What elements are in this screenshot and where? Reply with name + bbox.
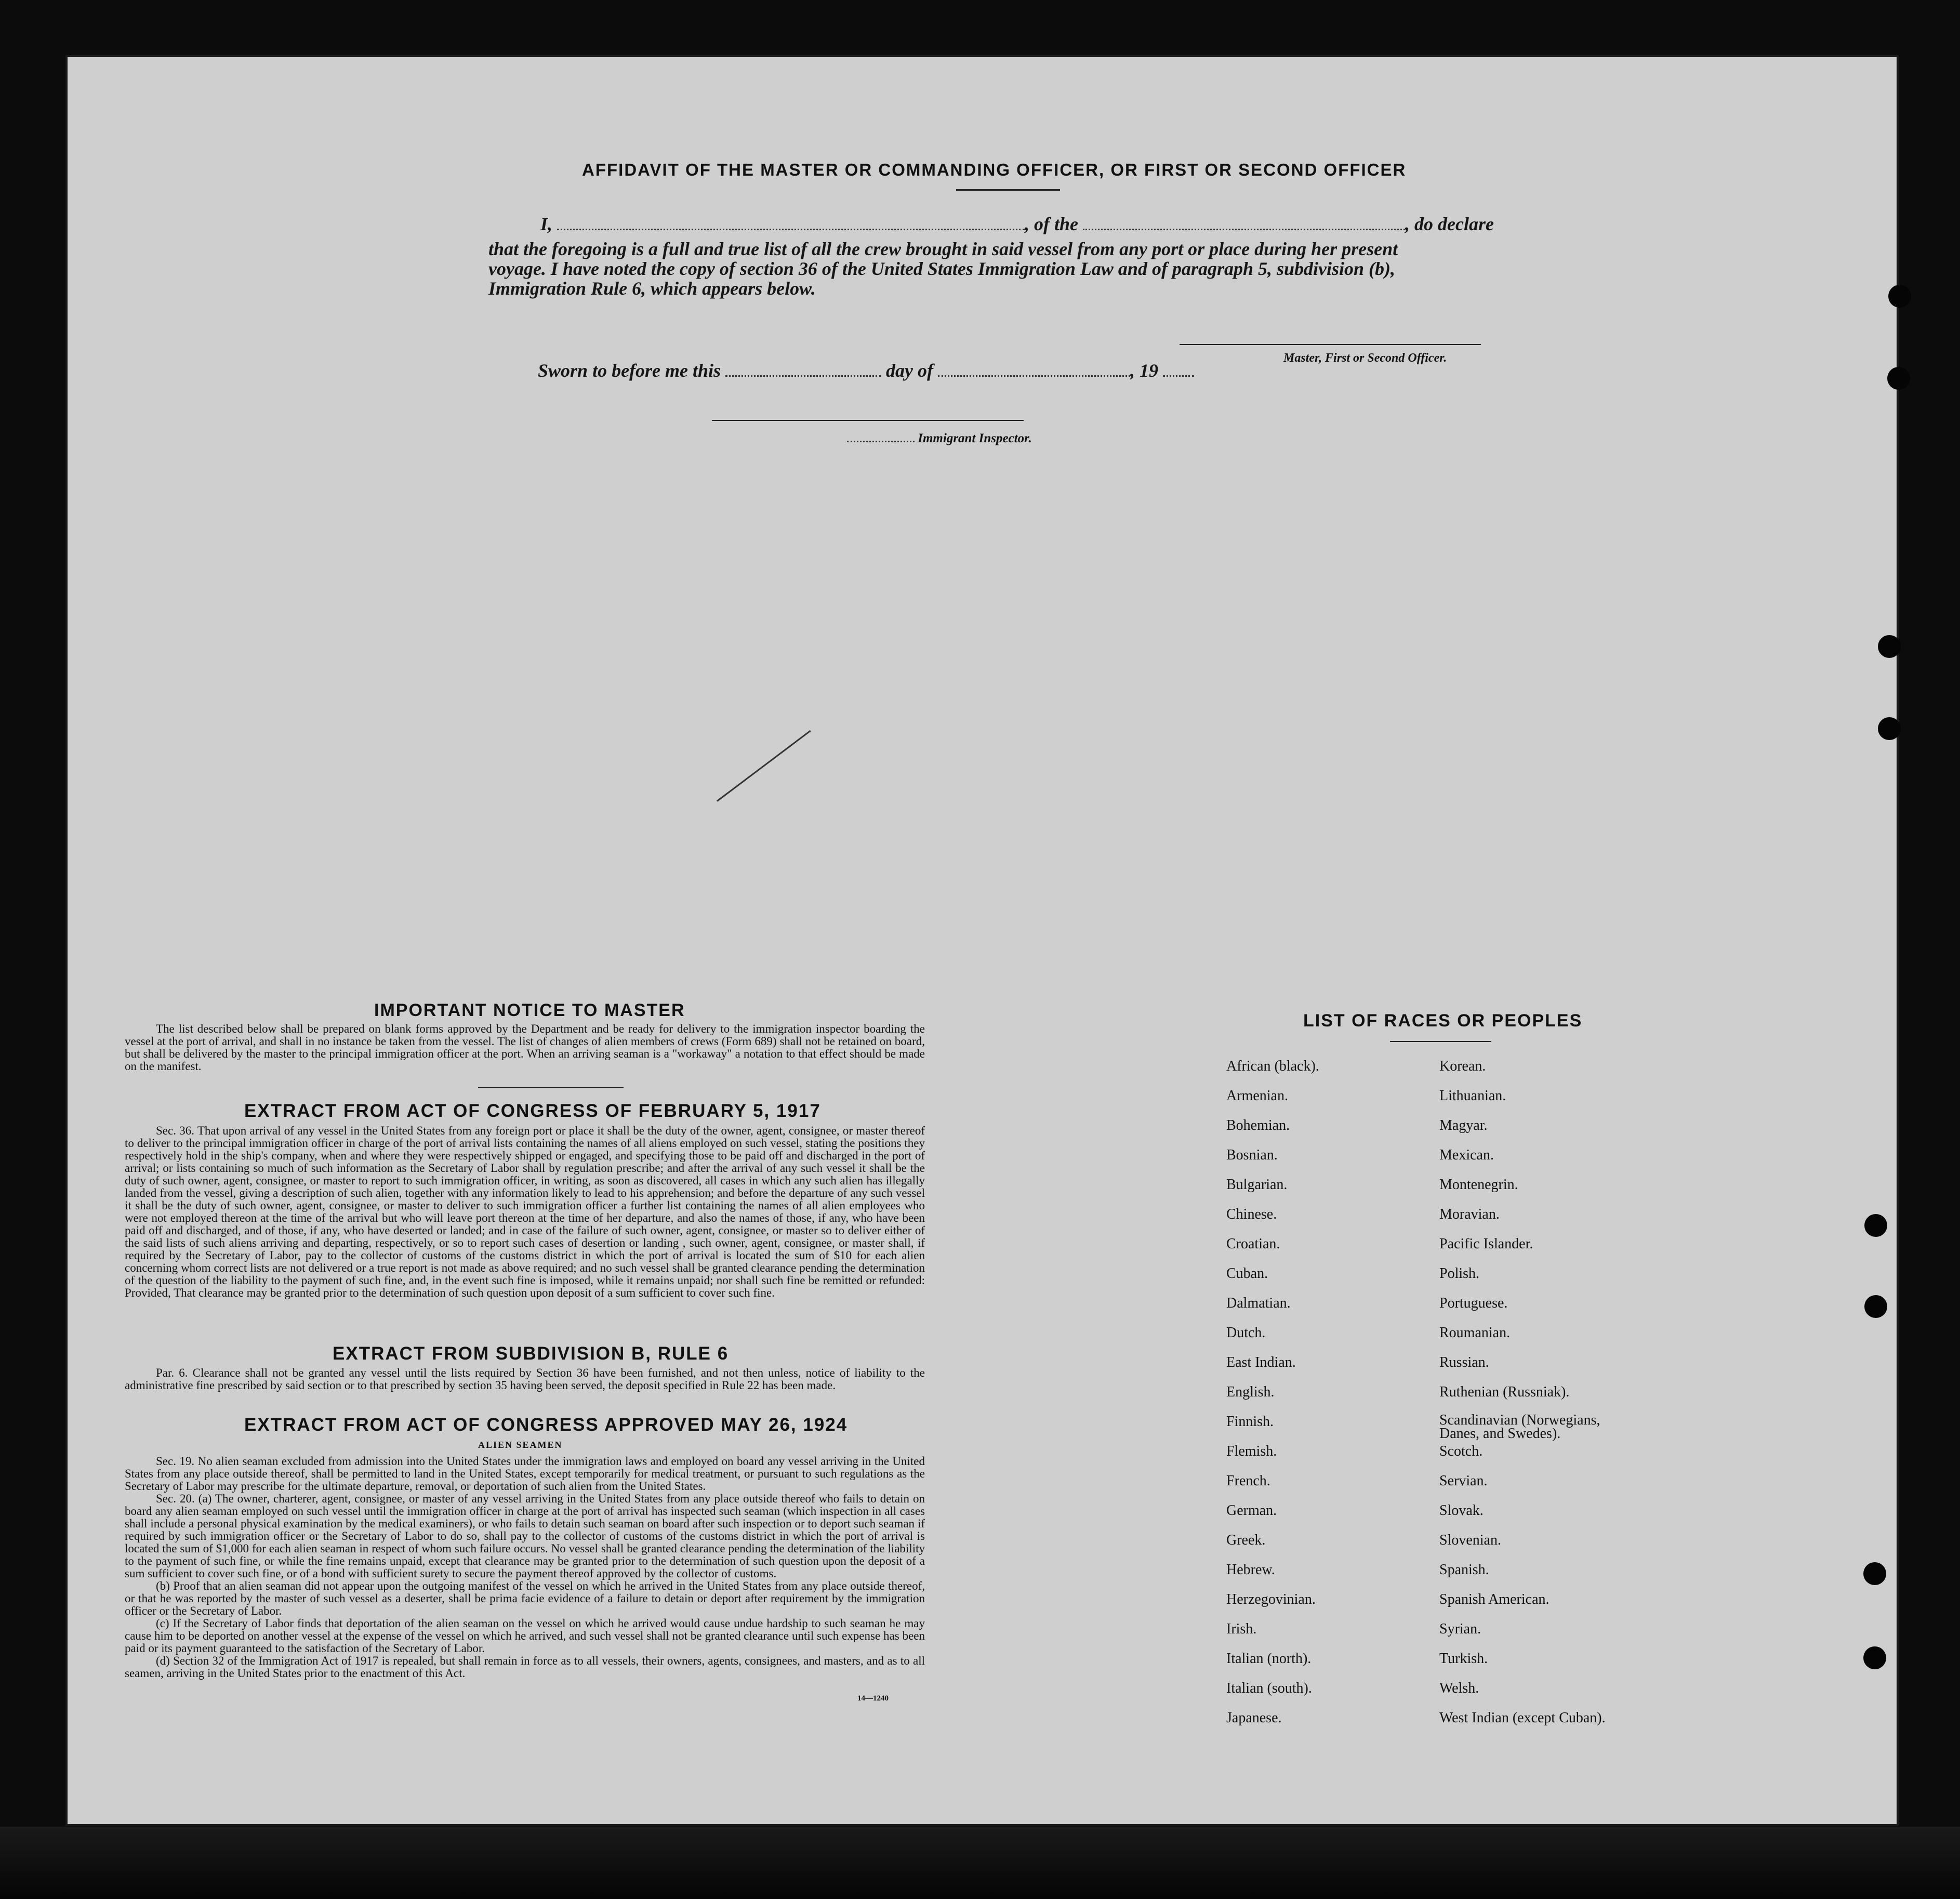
inspector-line: [847, 431, 1032, 446]
sec-36-paragraph: Sec. 36. That upon arrival of any vessel in the United States from any foreign port or place it shall be the duty of the owner, agent, consignee, or master thereof to deliver to the principal immigration officer in charge of the port of arrival lists containing the names of all aliens employed on such vessel, stating the positions they respectively hold in the ship's company, when and where they were respectively shipped or engaged, and specifying those to be paid off and discharged in the port of arrival; or lists containing so much of such information as the Secretary of Labor shall by regulation prescribe; and after the arrival of any such vessel it shall be the duty of such owner, agent, consignee, or master to report to such immigration officer, in writing, as soon as discovered, all cases in which any such alien has illegally landed from the vessel, giving a description of such alien, together with any information likely to lead to his apprehension; and before the departure of any such vessel it shall be the duty of such owner, agent, consignee, or master to deliver to such immigration officer a further list containing the names of all alien employees who were not employed thereon at the time of the arrival but who will leave port thereon at the time of her departure, and also the names of those, if any, who have been paid off and discharged, and of those, if any, who have deserted or landed; and in case of the failure of such owner, agent, consignee, or master so to deliver either of the said lists of such aliens arriving and departing, respectively, or so to report such cases of desertion or landing , such owner, agent, consignee, or master shall, if required by the Secretary of Labor, pay to the collector of customs of the customs district in which the port of arrival is located the sum of $10 for each alien concerning whom correct lists are not delivered or a true report is not made as above required; and no such vessel shall be granted clearance pending the determination of the question of the liability to the payment of such fine, and, in the event such fine is imposed, while it remains unpaid; nor shall such fine be remitted or refunded: Provided, That clearance may be granted prior to the determination of such question upon deposit of a sum sufficient to cover such fine.: [125, 1124, 925, 1299]
sec-20b-paragraph: (b) Proof that an alien seaman did not appear upon the outgoing manifest of the vessel on which he arrived in the United States from any place outside thereof, or that he was reported by the master of such vessel as a deserter, shall be prima facie evidence of a failure to detain or deport after requirement by the immigration officer or the Secretary of Labor.: [125, 1579, 925, 1617]
affidavit-line-1: [540, 213, 1494, 235]
race-item: Magyar.: [1439, 1117, 1488, 1133]
race-item: Bohemian.: [1226, 1117, 1290, 1133]
sec-20d-paragraph: (d) Section 32 of the Immigration Act of 1917 is repealed, but shall remain in force as to all vessels, their owners, agents, consignees, and masters, and as to all seamen, arriving in the United States prior to the enactment of this Act.: [125, 1654, 925, 1680]
extract-1917-text: [125, 1125, 925, 1299]
race-item: Scotch.: [1439, 1443, 1483, 1459]
race-item: Polish.: [1439, 1265, 1480, 1282]
race-item: Syrian.: [1439, 1621, 1481, 1637]
extract-1924-title: EXTRACT FROM ACT OF CONGRESS APPROVED MAY 26, 1924: [244, 1415, 848, 1435]
race-item: Hebrew.: [1226, 1562, 1275, 1578]
extract-1917-title: EXTRACT FROM ACT OF CONGRESS OF FEBRUARY 5, 1917: [244, 1101, 821, 1121]
master-signature-line[interactable]: [1180, 344, 1481, 345]
extract-1924-text: [125, 1455, 925, 1680]
punch-hole: [1878, 635, 1901, 658]
notice-rule: [478, 1087, 624, 1088]
sworn-month-blank[interactable]: [938, 375, 1130, 377]
sworn-day-blank[interactable]: [725, 375, 881, 377]
race-item: Bosnian.: [1226, 1147, 1278, 1163]
race-item: Moravian.: [1439, 1206, 1500, 1222]
punch-hole: [1864, 1214, 1887, 1237]
race-item: East Indian.: [1226, 1354, 1296, 1370]
sec-20c-paragraph: (c) If the Secretary of Labor finds that deportation of the alien seaman on the vessel on which he arrived would cause undue hardship to such seaman he may cause him to be deported on another vessel at the expense of the vessel on which he arrived, and such vessel shall not be granted clearance until such expense has been paid or its payment guaranteed to the satisfaction of the Secretary of Labor.: [125, 1617, 925, 1655]
race-item: Spanish.: [1439, 1562, 1489, 1578]
race-item: Irish.: [1226, 1621, 1257, 1637]
race-item: English.: [1226, 1384, 1275, 1400]
par-6-paragraph: Par. 6. Clearance shall not be granted any vessel until the lists required by Section 36 have been furnished, and not then unless, notice of liability to the administrative fine prescribed by said section or to that prescribed by section 35 having been served, the deposit specified in Rule 22 has been made.: [125, 1366, 925, 1392]
races-right-column: [1439, 1058, 1637, 1739]
race-item: Slovak.: [1439, 1502, 1484, 1519]
sworn-label: Sworn to before me this: [538, 360, 721, 381]
race-item: Servian.: [1439, 1473, 1488, 1489]
punch-hole: [1887, 367, 1910, 390]
race-item: Lithuanian.: [1439, 1088, 1506, 1104]
extract-rule6-text: [125, 1367, 925, 1392]
of-the-label: , of the: [1025, 214, 1079, 234]
sec-19-paragraph: Sec. 19. No alien seaman excluded from admission into the United States under the immigration laws and employed on board any vessel arriving in the United States from any place outside thereof, shall be permitted to land in the United States, except temporarily for medical treatment, or pursuant to such regulations as the Secretary of Labor may prescribe for the ultimate departure, removal, or deportation of such alien from the United States.: [125, 1455, 925, 1493]
master-signature-label: Master, First or Second Officer.: [1283, 351, 1447, 365]
inspector-signature-line[interactable]: [712, 420, 1024, 421]
notice-title: IMPORTANT NOTICE TO MASTER: [374, 1000, 685, 1020]
affidavit-title: AFFIDAVIT OF THE MASTER OR COMMANDING OFFICER, OR FIRST OR SECOND OFFICER: [582, 160, 1407, 179]
race-item: Armenian.: [1226, 1088, 1288, 1104]
race-item: Russian.: [1439, 1354, 1489, 1370]
punch-hole: [1878, 717, 1901, 740]
punch-hole: [1863, 1646, 1886, 1669]
race-item: Montenegrin.: [1439, 1177, 1518, 1193]
day-of-label: day of: [886, 360, 934, 381]
race-item: West Indian (except Cuban).: [1439, 1710, 1606, 1726]
race-item: Bulgarian.: [1226, 1177, 1288, 1193]
race-item: Ruthenian (Russniak).: [1439, 1384, 1570, 1400]
notice-text: [125, 1023, 925, 1073]
title-rule: [956, 189, 1060, 191]
race-item: French.: [1226, 1473, 1270, 1489]
sworn-line: [538, 360, 1194, 381]
races-left-column: [1226, 1058, 1319, 1739]
race-item: Portuguese.: [1439, 1295, 1508, 1311]
race-item: Italian (north).: [1226, 1651, 1312, 1667]
race-item: Spanish American.: [1439, 1591, 1550, 1607]
affidavit-line-2: that the foregoing is a full and true list of all the crew brought in said vessel from any port or place during her present: [488, 239, 1398, 259]
race-item: Mexican.: [1439, 1147, 1494, 1163]
race-item: Slovenian.: [1439, 1532, 1501, 1548]
races-title: LIST OF RACES OR PEOPLES: [1303, 1011, 1583, 1031]
race-item: Korean.: [1439, 1058, 1486, 1074]
race-item: Flemish.: [1226, 1443, 1277, 1459]
pen-stroke-mark: [717, 730, 811, 802]
name-blank[interactable]: [557, 229, 1025, 230]
notice-paragraph: The list described below shall be prepared on blank forms approved by the Department and be ready for delivery to the immigration inspector boarding the vessel at the port of arrival, and shall in no instance be taken from the vessel. The list of changes of alien members of crews (Form 689) shall not be retained on board, but shall be delivered by the master to the principal immigration officer at the port. When an arriving seaman is a "workaway" a notation to that effect should be made on the manifest.: [125, 1022, 925, 1073]
inspector-name-blank[interactable]: [847, 441, 915, 442]
affidavit-body: [488, 239, 1606, 298]
race-item: Dalmatian.: [1226, 1295, 1291, 1311]
race-item: Chinese.: [1226, 1206, 1277, 1222]
race-item: African (black).: [1226, 1058, 1319, 1074]
race-item: Greek.: [1226, 1532, 1266, 1548]
do-declare-label: , do declare: [1405, 214, 1494, 234]
race-item: Roumanian.: [1439, 1325, 1511, 1341]
race-item: Herzegovinian.: [1226, 1591, 1316, 1607]
punch-hole: [1863, 1562, 1886, 1585]
punch-hole: [1864, 1295, 1887, 1318]
race-item: Japanese.: [1226, 1710, 1282, 1726]
punch-hole: [1888, 285, 1911, 308]
extract-rule6-title: EXTRACT FROM SUBDIVISION B, RULE 6: [333, 1343, 729, 1364]
sec-20a-paragraph: Sec. 20. (a) The owner, charterer, agent, consignee, or master of any vessel arriving in the United States from any place outside thereof who fails to detain on board any alien seaman employed on such vessel until the immigration officer in charge at the port of arrival has inspected such seaman (which inspection in all cases shall include a personal physical examination by the medical examiners), or who fails to detain such seaman on board after such inspection or to deport such seaman if required by such immigration officer or the Secretary of Labor to do so, shall pay to the collector of customs of the customs district in which the port of arrival is located the sum of $1,000 for each alien seaman in respect of whom such failure occurs. No vessel shall be granted clearance pending the determination of the liability to the payment of such fine, or while the fine remains unpaid, except that clearance may be granted prior to the determination of such question upon the deposit of a sum sufficient to cover such fine, or of a bond with sufficient surety to secure the payment thereof approved by the collector of customs.: [125, 1492, 925, 1580]
vessel-blank[interactable]: [1083, 229, 1405, 230]
sworn-year-blank[interactable]: [1163, 375, 1194, 377]
form-number: 14—1240: [857, 1694, 889, 1703]
race-item: Italian (south).: [1226, 1680, 1312, 1696]
scan-border: [0, 1827, 1960, 1899]
race-item: Turkish.: [1439, 1651, 1488, 1667]
affidavit-line-3: voyage. I have noted the copy of section 36 of the United States Immigration Law and of paragraph 5, subdivision (b),: [488, 258, 1395, 279]
race-item: Finnish.: [1226, 1414, 1274, 1430]
race-item: Cuban.: [1226, 1265, 1268, 1282]
year-prefix-label: , 19: [1130, 360, 1159, 381]
races-rule: [1390, 1041, 1491, 1042]
race-item: Welsh.: [1439, 1680, 1479, 1696]
document-page: [68, 57, 1897, 1824]
race-item: Croatian.: [1226, 1236, 1280, 1252]
alien-seamen-subtitle: ALIEN SEAMEN: [478, 1440, 563, 1450]
race-item: Scandinavian (Norwegians, Danes, and Swedes).: [1439, 1412, 1600, 1442]
race-item: Pacific Islander.: [1439, 1236, 1533, 1252]
affidavit-line-4: Immigration Rule 6, which appears below.: [488, 278, 816, 299]
i-label: I,: [540, 214, 553, 234]
race-item: Dutch.: [1226, 1325, 1266, 1341]
race-item: German.: [1226, 1502, 1277, 1519]
inspector-label: Immigrant Inspector.: [918, 431, 1032, 445]
